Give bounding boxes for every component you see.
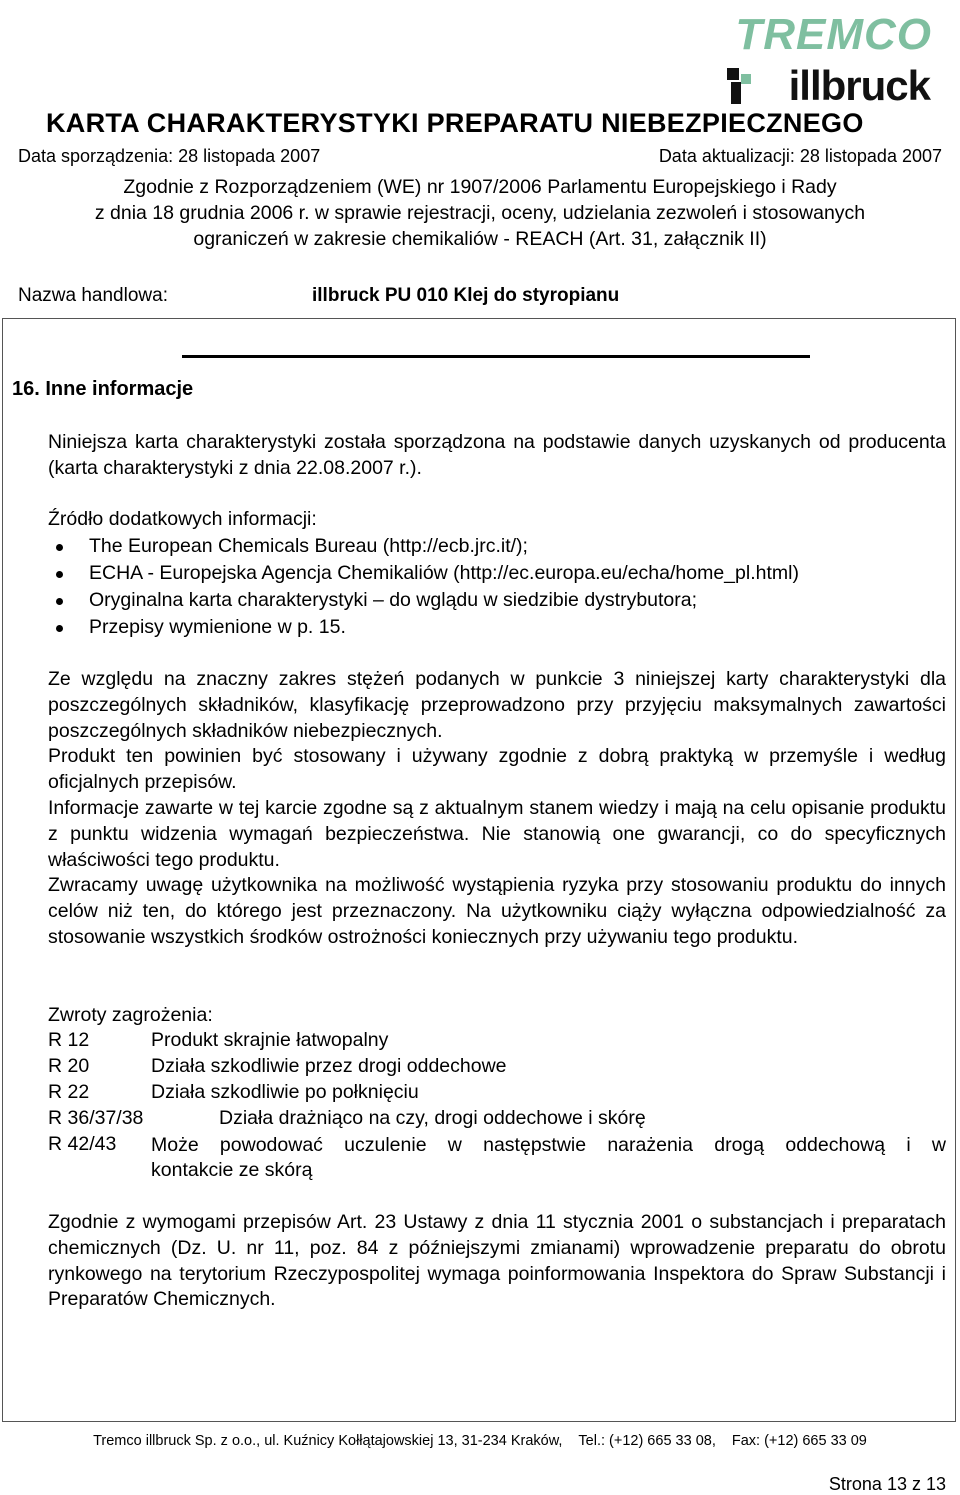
logo-mark-icon	[727, 68, 753, 104]
risk-row	[48, 1133, 151, 1156]
document-title: KARTA CHARAKTERYSTYKI PREPARATU NIEBEZPIECZNEGO	[46, 108, 864, 138]
logo-tremco-text: TREMCO	[735, 10, 932, 59]
page-number: Strona 13 z 13	[828, 1474, 946, 1494]
trade-name: illbruck PU 010 Klej do styropianu	[312, 285, 620, 306]
paragraph-concentrations: Ze względu na znaczny zakres stężeń podanych w punkcie 3 niniejszej karty charakterystyki dla poszczególnych składników, klasyfikację przeprowadzono przy przyjęciu maksymalnych zawartości poszczególnych składników niebezpiecznych.	[48, 668, 946, 742]
risk-code: R 42/43	[48, 1133, 117, 1155]
footer-company: Tremco illbruck Sp. z o.o., ul. Kuźnicy Kołłątajowskiej 13, 31-234 Kraków,	[93, 1433, 563, 1449]
sources-list	[48, 533, 799, 641]
list-item: Przepisy wymienione w p. 15.	[48, 614, 799, 641]
regulation-line: ograniczeń w zakresie chemikaliów - REACH (Art. 31, załącznik II)	[193, 228, 767, 250]
sources-label: Źródło dodatkowych informacji:	[48, 508, 317, 530]
risk-text: Działa drażniąco na czy, drogi oddechowe i skórę	[219, 1107, 646, 1129]
regulation-line: z dnia 18 grudnia 2006 r. w sprawie rejestracji, oceny, udzielania zezwoleń i stosowanych	[94, 202, 866, 224]
section-divider	[182, 355, 810, 358]
list-item: Oryginalna karta charakterystyki – do wglądu w siedzibie dystrybutora;	[48, 587, 799, 614]
risk-code: R 36/37/38	[48, 1107, 144, 1129]
intro-paragraph: Niniejsza karta charakterystyki została sporządzona na podstawie danych uzyskanych od producenta (karta charakterystyki z dnia 22.08.2007 r.).	[48, 431, 946, 479]
risk-code: R 12	[48, 1029, 90, 1051]
risk-text: kontakcie ze skórą	[151, 1159, 313, 1181]
paragraph-warning: Zwracamy uwagę użytkownika na możliwość wystąpienia ryzyka przy stosowaniu produktu do innych celów niż ten, do którego jest przeznaczony. Na użytkowniku ciąży wyłączna odpowiedzialność za stosowanie wszystkich środków ostrożności koniecznych przy używaniu tego produktu.	[48, 874, 946, 948]
date-created: Data sporządzenia: 28 listopada 2007	[18, 146, 321, 166]
section-title: 16. Inne informacje	[12, 378, 194, 400]
risk-phrases-label: Zwroty zagrożenia:	[48, 1004, 213, 1026]
list-item: The European Chemicals Bureau (http://ecb.jrc.it/);	[48, 533, 799, 560]
paragraph-usage: Produkt ten powinien być stosowany i używany zgodnie z dobrą praktyką w przemyśle i według oficjalnych przepisów.	[48, 745, 946, 793]
risk-row	[48, 1081, 419, 1104]
risk-row	[48, 1107, 646, 1130]
logo-illbruck-text: illbruck	[788, 62, 930, 109]
closing-paragraph: Zgodnie z wymogami przepisów Art. 23 Ustawy z dnia 11 stycznia 2001 o substancjach i preparatach chemicznych (Dz. U. nr 11, poz. 84 z późniejszymi zmianami) wprowadzenie preparatu do obrotu rynkowego na terytorium Rzeczypospolitej wymaga poinformowania Inspektora do Spraw Substancji i Preparatów Chemicznych.	[48, 1211, 946, 1311]
risk-text: Produkt skrajnie łatwopalny	[151, 1029, 389, 1051]
risk-code: R 22	[48, 1081, 90, 1103]
footer-contact	[0, 1433, 960, 1449]
list-item: ECHA - Europejska Agencja Chemikaliów (http://ec.europa.eu/echa/home_pl.html)	[48, 560, 799, 587]
risk-text: Może powodować uczulenie w następstwie narażenia drogą oddechową i w	[151, 1134, 946, 1156]
risk-code: R 20	[48, 1055, 90, 1077]
risk-text: Działa szkodliwie po połknięciu	[151, 1081, 419, 1103]
risk-row	[48, 1055, 507, 1078]
company-logo	[727, 10, 932, 109]
footer-fax: Fax: (+12) 665 33 09	[731, 1433, 867, 1449]
regulation-line: Zgodnie z Rozporządzeniem (WE) nr 1907/2006 Parlamentu Europejskiego i Rady	[123, 176, 837, 198]
paragraph-information: Informacje zawarte w tej karcie zgodne są z aktualnym stanem wiedzy i mają na celu opisanie produktu z punktu widzenia wymagań bezpieczeństwa. Nie stanowią one gwarancji, co do specyficznych właściwości tego produktu.	[48, 797, 946, 871]
risk-row	[48, 1029, 388, 1052]
risk-text: Działa szkodliwie przez drogi oddechowe	[151, 1055, 507, 1077]
date-updated: Data aktualizacji: 28 listopada 2007	[658, 146, 942, 166]
trade-name-label: Nazwa handlowa:	[18, 285, 168, 306]
footer-phone: Tel.: (+12) 665 33 08,	[578, 1433, 716, 1449]
